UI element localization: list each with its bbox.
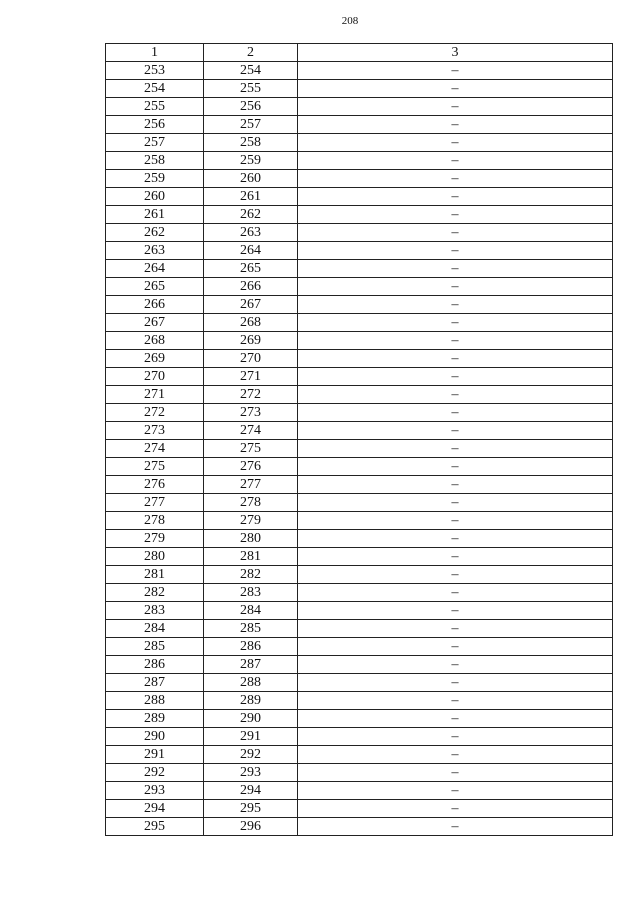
table-cell-col-2: 254 [204,62,298,80]
table-row [106,602,613,620]
table-cell-col-2: 295 [204,800,298,818]
table-row [106,710,613,728]
table-row [106,170,613,188]
table-cell-col-1: 267 [106,314,204,332]
table-cell-col-3: – [298,458,613,476]
table-cell-col-3: – [298,710,613,728]
table-cell-col-1: 276 [106,476,204,494]
table-cell-col-2: 278 [204,494,298,512]
table-cell-col-2: 286 [204,638,298,656]
table-row [106,782,613,800]
table-cell-col-3: – [298,674,613,692]
table-row [106,260,613,278]
table-cell-col-1: 289 [106,710,204,728]
table-row [106,332,613,350]
table-body [106,62,613,836]
table-cell-col-1: 280 [106,548,204,566]
table-cell-col-1: 253 [106,62,204,80]
table-row [106,458,613,476]
table-row [106,566,613,584]
table-cell-col-2: 292 [204,746,298,764]
table-cell-col-2: 261 [204,188,298,206]
table-cell-col-3: – [298,368,613,386]
table-cell-col-2: 259 [204,152,298,170]
page-number: 208 [341,15,359,27]
table-cell-col-1: 278 [106,512,204,530]
table-row [106,476,613,494]
table-cell-col-3: – [298,602,613,620]
table-cell-col-1: 274 [106,440,204,458]
table-cell-col-2: 260 [204,170,298,188]
table-cell-col-3: – [298,116,613,134]
table-cell-col-2: 282 [204,566,298,584]
table-row [106,530,613,548]
table-cell-col-1: 291 [106,746,204,764]
table-cell-col-3: – [298,584,613,602]
table-row [106,152,613,170]
table-cell-col-2: 257 [204,116,298,134]
table-cell-col-1: 273 [106,422,204,440]
table-cell-col-3: – [298,512,613,530]
table-row [106,800,613,818]
table-cell-col-1: 257 [106,134,204,152]
table-cell-col-2: 281 [204,548,298,566]
table-row [106,62,613,80]
table-row [106,728,613,746]
table-cell-col-3: – [298,422,613,440]
data-table [105,43,613,836]
table-row [106,98,613,116]
table-cell-col-1: 271 [106,386,204,404]
table-cell-col-2: 296 [204,818,298,836]
table-cell-col-2: 256 [204,98,298,116]
table-cell-col-3: – [298,548,613,566]
table-cell-col-3: – [298,656,613,674]
table-row [106,296,613,314]
table-row [106,80,613,98]
table-cell-col-2: 255 [204,80,298,98]
table-cell-col-1: 264 [106,260,204,278]
table-cell-col-2: 266 [204,278,298,296]
table-cell-col-3: – [298,134,613,152]
table-cell-col-3: – [298,530,613,548]
table-cell-col-2: 287 [204,656,298,674]
table-cell-col-3: – [298,170,613,188]
table-row [106,242,613,260]
table-cell-col-1: 258 [106,152,204,170]
table-row [106,440,613,458]
table-header [106,44,613,62]
table-cell-col-3: – [298,206,613,224]
table-row [106,224,613,242]
table-cell-col-3: – [298,260,613,278]
table-cell-col-1: 254 [106,80,204,98]
table-cell-col-3: – [298,80,613,98]
table-cell-col-2: 294 [204,782,298,800]
table-row [106,656,613,674]
header-row [106,44,613,62]
table-cell-col-2: 275 [204,440,298,458]
table-row [106,674,613,692]
table-row [106,404,613,422]
table-cell-col-1: 265 [106,278,204,296]
table-cell-col-2: 258 [204,134,298,152]
table-row [106,584,613,602]
table-row [106,692,613,710]
table-cell-col-3: – [298,98,613,116]
table-cell-col-2: 280 [204,530,298,548]
table-cell-col-1: 272 [106,404,204,422]
table-row [106,638,613,656]
table-cell-col-1: 293 [106,782,204,800]
table-cell-col-3: – [298,782,613,800]
table-row [106,116,613,134]
table-cell-col-3: – [298,404,613,422]
column-header-3: 3 [298,44,613,62]
table-cell-col-2: 263 [204,224,298,242]
table-cell-col-2: 274 [204,422,298,440]
table-cell-col-3: – [298,620,613,638]
table-cell-col-3: – [298,494,613,512]
table-cell-col-2: 267 [204,296,298,314]
table-cell-col-2: 279 [204,512,298,530]
table-cell-col-1: 256 [106,116,204,134]
table-cell-col-1: 268 [106,332,204,350]
table-row [106,746,613,764]
table-row [106,386,613,404]
table-cell-col-1: 262 [106,224,204,242]
table-cell-col-1: 288 [106,692,204,710]
table-cell-col-2: 277 [204,476,298,494]
table-cell-col-1: 286 [106,656,204,674]
table-cell-col-1: 279 [106,530,204,548]
table-cell-col-1: 266 [106,296,204,314]
table-cell-col-3: – [298,728,613,746]
table-cell-col-2: 271 [204,368,298,386]
table-cell-col-3: – [298,278,613,296]
table-cell-col-1: 295 [106,818,204,836]
table-cell-col-2: 283 [204,584,298,602]
column-header-1: 1 [106,44,204,62]
table-cell-col-3: – [298,638,613,656]
table-cell-col-3: – [298,440,613,458]
table-cell-col-2: 290 [204,710,298,728]
table-cell-col-1: 259 [106,170,204,188]
table-cell-col-3: – [298,476,613,494]
table-cell-col-3: – [298,224,613,242]
table-cell-col-1: 277 [106,494,204,512]
table-cell-col-3: – [298,386,613,404]
table-cell-col-2: 268 [204,314,298,332]
table-row [106,494,613,512]
table-cell-col-3: – [298,332,613,350]
table-cell-col-1: 290 [106,728,204,746]
table-row [106,134,613,152]
table-cell-col-2: 291 [204,728,298,746]
table-cell-col-3: – [298,188,613,206]
table-cell-col-2: 288 [204,674,298,692]
table-cell-col-1: 275 [106,458,204,476]
table-cell-col-1: 283 [106,602,204,620]
table-cell-col-2: 272 [204,386,298,404]
table-cell-col-2: 262 [204,206,298,224]
table-cell-col-2: 265 [204,260,298,278]
table-cell-col-1: 260 [106,188,204,206]
table-row [106,278,613,296]
table-row [106,368,613,386]
table-cell-col-3: – [298,242,613,260]
table-cell-col-1: 282 [106,584,204,602]
table-cell-col-3: – [298,818,613,836]
table-cell-col-3: – [298,62,613,80]
table-row [106,350,613,368]
table-cell-col-3: – [298,800,613,818]
table-cell-col-1: 281 [106,566,204,584]
table-row [106,818,613,836]
table-cell-col-1: 269 [106,350,204,368]
table-cell-col-2: 289 [204,692,298,710]
table-cell-col-2: 264 [204,242,298,260]
table-cell-col-3: – [298,350,613,368]
table-cell-col-2: 273 [204,404,298,422]
table-cell-col-1: 292 [106,764,204,782]
table-row [106,512,613,530]
column-header-2: 2 [204,44,298,62]
table-cell-col-2: 270 [204,350,298,368]
table-cell-col-1: 263 [106,242,204,260]
table-cell-col-1: 255 [106,98,204,116]
table-cell-col-3: – [298,692,613,710]
table-cell-col-1: 270 [106,368,204,386]
table-cell-col-3: – [298,746,613,764]
table-cell-col-2: 276 [204,458,298,476]
table-row [106,314,613,332]
table-cell-col-3: – [298,296,613,314]
table-row [106,206,613,224]
table-row [106,764,613,782]
table-cell-col-2: 269 [204,332,298,350]
table-cell-col-1: 294 [106,800,204,818]
table-cell-col-1: 285 [106,638,204,656]
table-cell-col-2: 285 [204,620,298,638]
table-row [106,548,613,566]
table-cell-col-1: 261 [106,206,204,224]
table-row [106,620,613,638]
table-cell-col-3: – [298,314,613,332]
table-cell-col-2: 284 [204,602,298,620]
table-cell-col-2: 293 [204,764,298,782]
table-row [106,188,613,206]
table-cell-col-3: – [298,764,613,782]
table-cell-col-3: – [298,566,613,584]
table-row [106,422,613,440]
table-cell-col-1: 287 [106,674,204,692]
table-cell-col-1: 284 [106,620,204,638]
table-cell-col-3: – [298,152,613,170]
